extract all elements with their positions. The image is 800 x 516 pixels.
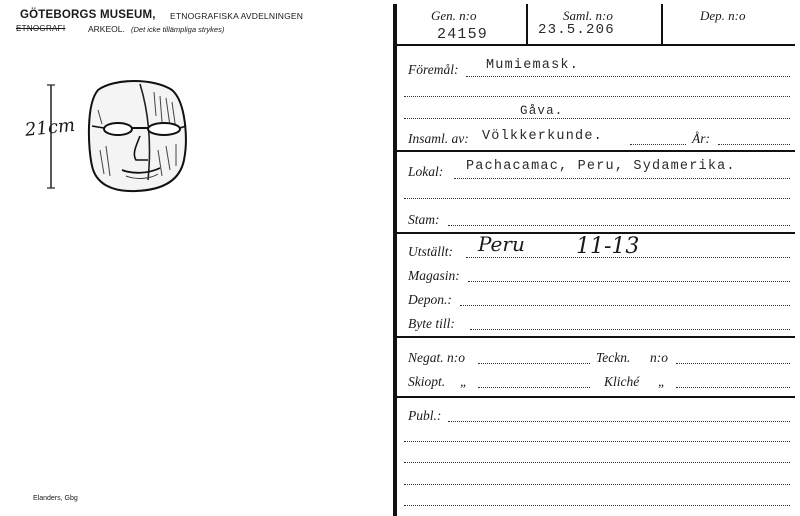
acquisition-type: Gåva.: [520, 104, 564, 118]
subdivision: ARKEOL.: [88, 24, 125, 34]
header-divider-1: [526, 4, 528, 44]
saml-no-value: 23.5.206: [538, 22, 615, 38]
teckn-no-label: n:o: [650, 350, 668, 365]
skiopt-ditto: „: [460, 374, 468, 389]
subdivision-struck: ETNOGRAFI: [16, 24, 66, 33]
mask-drawing: [36, 80, 196, 200]
header-bottom-rule: [397, 44, 795, 46]
card-left-border: [393, 4, 397, 516]
lokal-label: Lokal:: [408, 164, 444, 179]
department-name: ETNOGRAFISKA AVDELNINGEN: [170, 11, 304, 21]
section-rule-1: [397, 150, 795, 152]
section-rule-3: [397, 336, 795, 338]
foremal-label: Föremål:: [408, 62, 459, 77]
utstallt-value: Peru: [478, 232, 525, 256]
strike-note: (Det icke tillämpliga strykes): [131, 25, 225, 34]
kliche-label: Kliché: [604, 374, 640, 389]
skiopt-label: Skiopt.: [408, 374, 446, 389]
byte-label: Byte till:: [408, 316, 455, 331]
museum-name: GÖTEBORGS MUSEUM,: [20, 9, 156, 21]
publ-label: Publ.:: [408, 408, 442, 423]
section-rule-4: [397, 396, 795, 398]
lokal-value: Pachacamac, Peru, Sydamerika.: [466, 159, 736, 174]
magasin-label: Magasin:: [408, 268, 460, 283]
saml-no-label: Saml. n:o: [563, 8, 613, 23]
insaml-value: Völkkerkunde.: [482, 129, 603, 144]
insaml-label: Insaml. av:: [408, 131, 469, 146]
printer-credit: Elanders, Gbg: [33, 495, 78, 502]
stam-label: Stam:: [408, 212, 440, 227]
teckn-label: Teckn.: [596, 350, 631, 365]
kliche-ditto: „: [658, 374, 666, 389]
header-divider-2: [661, 4, 663, 44]
utstallt-number: 11-13: [576, 234, 640, 259]
dep-no-label: Dep. n:o: [700, 8, 746, 23]
depon-label: Depon.:: [408, 292, 452, 307]
foremal-value: Mumiemask.: [486, 58, 580, 73]
gen-no-label: Gen. n:o: [431, 8, 477, 23]
gen-no-value: 24159: [437, 26, 489, 43]
size-annotation: 21cm: [24, 114, 76, 141]
negat-label: Negat. n:o: [408, 350, 465, 365]
ar-label: År:: [692, 131, 710, 146]
utstallt-label: Utställt:: [408, 244, 454, 259]
